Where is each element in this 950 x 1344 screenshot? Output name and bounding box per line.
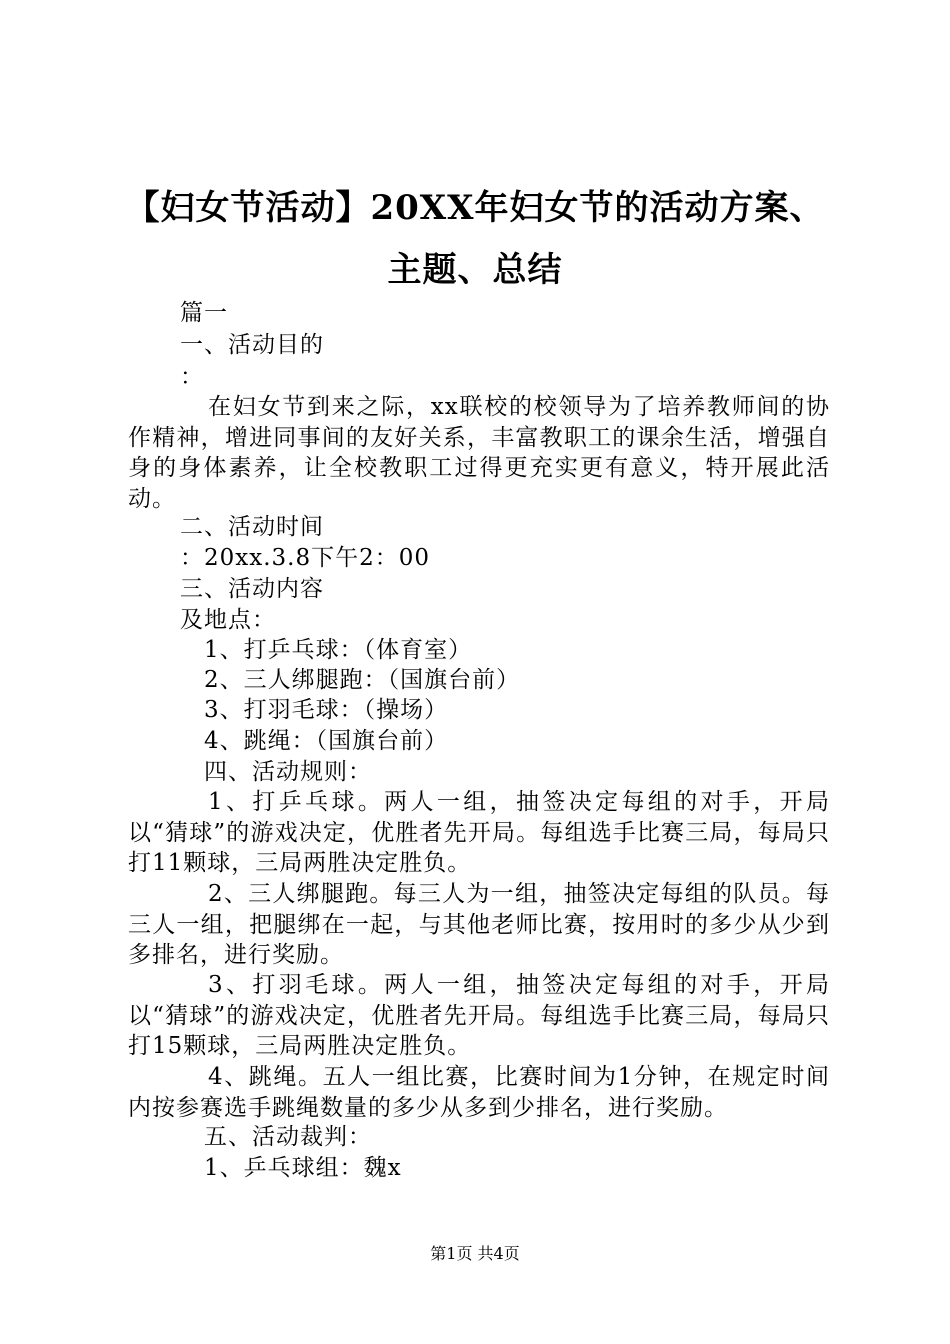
heading-purpose: 一、活动目的 bbox=[180, 332, 324, 358]
page-footer: 第1页 共4页 bbox=[430, 1244, 520, 1263]
heading-time: 二、活动时间 bbox=[180, 514, 324, 540]
judge-item: 1、乒乓球组：魏x bbox=[204, 1155, 402, 1181]
paragraph-purpose: 在妇女节到来之际，xx联校的校领导为了培养教师间的协作精神，增进同事间的友好关系，丰富教职工的课余生活，增强自身的身体素养，让全校教职工过得更充实更有意义，特开展此活动。 bbox=[128, 394, 830, 512]
heading-purpose-colon: ： bbox=[180, 364, 204, 390]
heading-content: 三、活动内容 bbox=[180, 576, 324, 602]
rule-paragraph: 1、打乒乓球。两人一组，抽签决定每组的对手，开局以“猜球”的游戏决定，优胜者先开局。每组选手比赛三局，每局只打11颗球，三局两胜决定胜负。 bbox=[128, 789, 830, 877]
list-item: 2、三人绑腿跑：（国旗台前） bbox=[204, 667, 521, 693]
heading-judges: 五、活动裁判： bbox=[204, 1124, 372, 1150]
heading-content-continued: 及地点： bbox=[180, 607, 276, 633]
section-label: 篇一 bbox=[180, 300, 228, 326]
rule-paragraph: 2、三人绑腿跑。每三人为一组，抽签决定每组的队员。每三人一组，把腿绑在一起，与其他老师比赛，按用时的多少从少到多排名，进行奖励。 bbox=[128, 881, 830, 969]
list-item: 1、打乒乓球：（体育室） bbox=[204, 637, 473, 663]
rule-paragraph: 4、跳绳。五人一组比赛，比赛时间为1分钟，在规定时间内按参赛选手跳绳数量的多少从多到少排名，进行奖励。 bbox=[128, 1064, 830, 1121]
time-value: ：20xx.3.8下午2：00 bbox=[180, 545, 430, 571]
document-title-line-1: 【妇女节活动】20XX年妇女节的活动方案、 bbox=[125, 188, 825, 228]
list-item: 4、跳绳：（国旗台前） bbox=[204, 728, 449, 754]
list-item: 3、打羽毛球：（操场） bbox=[204, 697, 449, 723]
rule-paragraph: 3、打羽毛球。两人一组，抽签决定每组的对手，开局以“猜球”的游戏决定，优胜者先开局。每组选手比赛三局，每局只打15颗球，三局两胜决定胜负。 bbox=[128, 972, 830, 1060]
heading-rules: 四、活动规则： bbox=[204, 759, 372, 785]
document-title-line-2: 主题、总结 bbox=[387, 250, 563, 290]
